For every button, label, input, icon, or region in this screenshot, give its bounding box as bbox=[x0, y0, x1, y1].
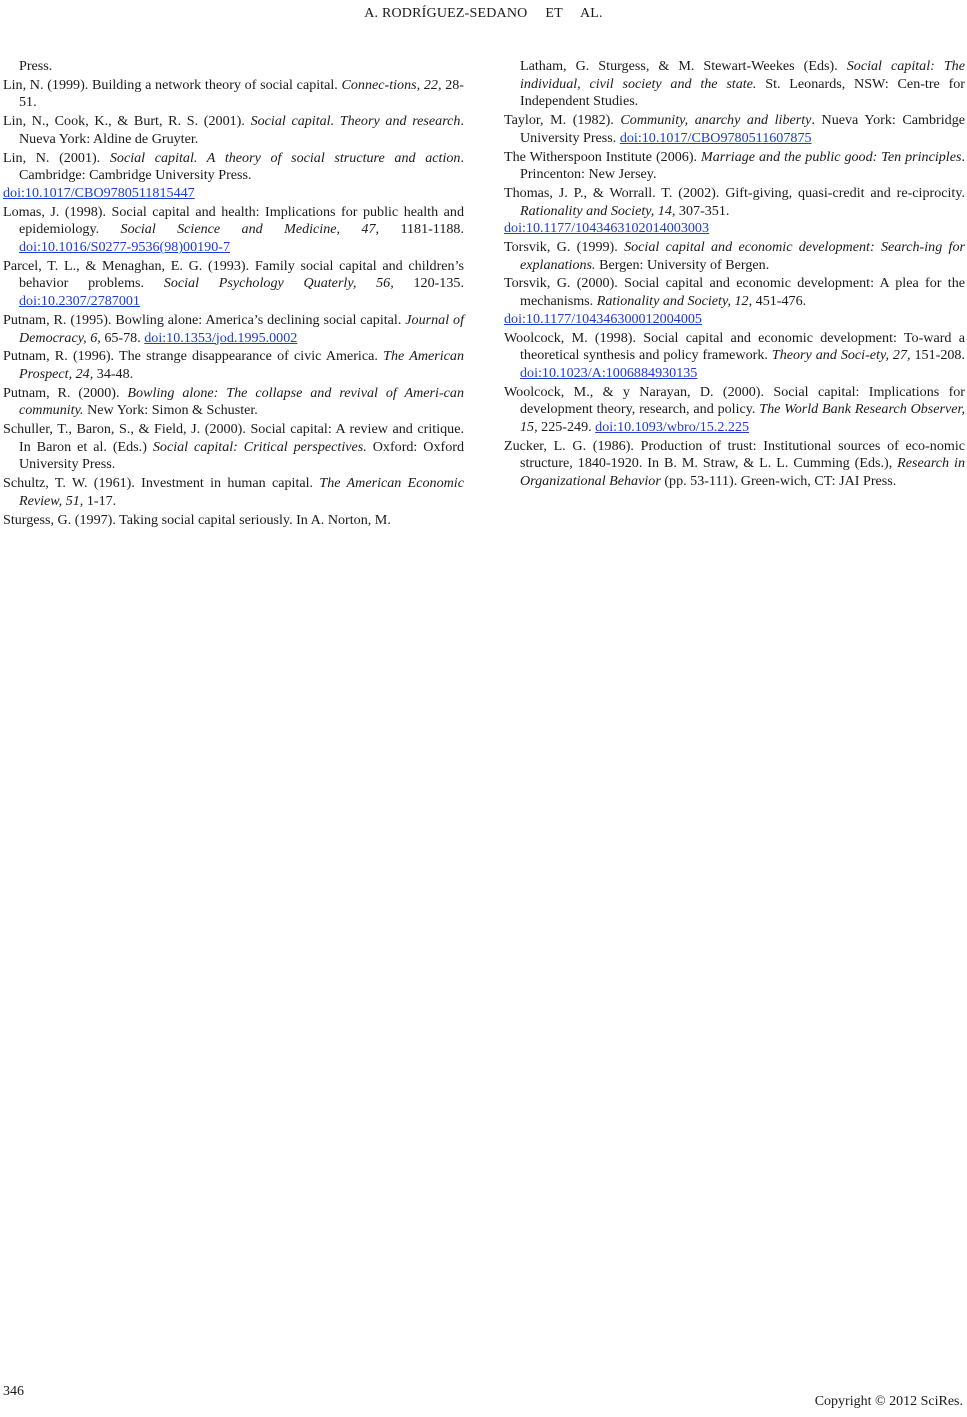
doi-link[interactable]: doi:10.1177/104346310201400300​3 bbox=[504, 220, 710, 237]
reference-entry bbox=[3, 58, 464, 76]
reference-source-title: The American Prospect, 24, bbox=[19, 348, 465, 382]
reference-text: 1181-1188. bbox=[379, 221, 464, 238]
reference-text: Lin, N. (2001). bbox=[3, 149, 110, 166]
reference-source-title: Social Psychology Quaterly, 56, bbox=[163, 275, 394, 292]
reference-source-title: Bowling alone: The collapse and revival of Ameri-can community. bbox=[19, 384, 464, 419]
reference-entry bbox=[3, 512, 464, 530]
reference-entry bbox=[3, 348, 464, 383]
reference-entry bbox=[3, 150, 464, 203]
reference-text: 151-208. bbox=[910, 347, 965, 364]
reference-text: Parcel, T. L., & Menaghan, E. G. (1993). Family social capital and children’s behavior problems. bbox=[3, 257, 464, 292]
reference-text: . Princenton: New Jersey. bbox=[520, 148, 965, 183]
reference-text: Lin, N., Cook, K., & Burt, R. S. (2001). bbox=[3, 113, 251, 130]
reference-text: Lin, N. (1999). Building a network theory of social capital. bbox=[3, 76, 342, 93]
reference-text: Schuller, T., Baron, S., & Field, J. (2000). Social capital: A review and critique. In Baron et al. (Eds.) bbox=[3, 421, 464, 455]
reference-source-title: Research in Organizational Behavior bbox=[520, 455, 965, 490]
reference-text: Torsvik, G. (1999). bbox=[504, 239, 625, 256]
reference-text: Press. bbox=[19, 58, 53, 74]
reference-text: Putnam, R. (1995). Bowling alone: America’s declining social capital. bbox=[3, 311, 406, 328]
reference-text: Latham, G. Sturgess, & M. Stewart-Weekes (Eds). bbox=[520, 58, 847, 74]
reference-text: Woolcock, M., & y Narayan, D. (2000). Social capital: Implications for development theory, research, and policy. bbox=[504, 383, 965, 418]
reference-source-title: Theory and Soci-ety, 27, bbox=[771, 347, 911, 364]
reference-text: 120-135. bbox=[393, 275, 464, 292]
doi-line bbox=[3, 184, 464, 203]
reference-text: Putnam, R. (2000). bbox=[3, 384, 128, 401]
reference-text: 451-476. bbox=[752, 293, 807, 310]
reference-source-title: Social capital. Theory and research bbox=[250, 113, 461, 130]
reference-source-title: Social capital: Critical perspectives. bbox=[152, 438, 367, 455]
reference-text: Bergen: University of Bergen. bbox=[595, 256, 770, 273]
reference-source-title: Social capital: The individual, civil society and the state. bbox=[520, 58, 965, 92]
reference-text: 34-48. bbox=[93, 365, 134, 382]
reference-text: . Nueva York: Aldine de Gruyter. bbox=[19, 113, 464, 147]
doi-link[interactable]: doi:10.1017/CBO9780511815447 bbox=[3, 184, 195, 201]
doi-link[interactable]: doi:10.2307/2787001 bbox=[19, 293, 140, 310]
reference-text: Thomas, J. P., & Worrall. T. (2002). Gift-giving, quasi-credit and re-ciprocity. bbox=[504, 184, 965, 201]
reference-text: Taylor, M. (1982). bbox=[504, 112, 621, 129]
references-right-column bbox=[504, 58, 965, 492]
reference-entry bbox=[504, 149, 965, 184]
reference-entry bbox=[504, 112, 965, 147]
reference-source-title: Rationality and Society, 12, bbox=[596, 293, 753, 310]
reference-text: Lomas, J. (1998). Social capital and health: Implications for public health and epidemiology. bbox=[3, 203, 464, 238]
reference-text: Sturgess, G. (1997). Taking social capital seriously. In A. Norton, M. bbox=[3, 511, 391, 528]
doi-link[interactable]: doi:10.1177/104346300012004005 bbox=[504, 310, 702, 327]
reference-source-title: The World Bank Research Observer, 15, bbox=[520, 401, 965, 436]
reference-source-title: Social Science and Medicine, 47, bbox=[120, 221, 380, 238]
reference-entry bbox=[3, 77, 464, 112]
reference-text: Torsvik, G. (2000). Social capital and economic development: A plea for the mechanisms. bbox=[504, 275, 965, 310]
reference-text: 65-78. bbox=[100, 329, 145, 346]
page-number: 346 bbox=[3, 1384, 24, 1399]
reference-text: 1-17. bbox=[83, 492, 117, 509]
reference-source-title: Social capital and economic development: Search-ing for explanations. bbox=[520, 239, 965, 273]
reference-entry bbox=[3, 385, 464, 420]
references-left-column bbox=[3, 58, 464, 530]
reference-entry bbox=[504, 330, 965, 383]
reference-entry bbox=[504, 185, 965, 238]
reference-text: Putnam, R. (1996). The strange disappearance of civic America. bbox=[3, 348, 384, 365]
reference-text: St. Leonards, NSW: Cen-tre for Independent Studies. bbox=[520, 75, 966, 110]
reference-entry bbox=[504, 239, 965, 274]
reference-text: Schultz, T. W. (1961). Investment in human capital. bbox=[3, 475, 320, 492]
doi-line bbox=[504, 310, 965, 329]
reference-source-title: Marriage and the public good: Ten principles bbox=[701, 148, 962, 165]
running-header: A. RODRÍGUEZ-SEDANO ET AL. bbox=[364, 6, 603, 21]
reference-text: 225-249. bbox=[537, 419, 596, 436]
doi-link[interactable]: doi:10.1093/wbro/15.2.225 bbox=[595, 419, 750, 436]
reference-source-title: Community, anarchy and liberty bbox=[620, 112, 812, 129]
reference-source-title: Connec-tions, 22, bbox=[341, 76, 442, 93]
reference-text: Zucker, L. G. (1986). Production of trust: Institutional sources of eco-nomic structure, 1840-1920. In B. M. Straw, & L. L. Cumming (Eds.), bbox=[504, 437, 965, 472]
copyright-notice: Copyright © 2012 SciRes. bbox=[814, 1394, 963, 1409]
reference-text: (pp. 53-111). Green-wich, CT: JAI Press. bbox=[660, 473, 897, 490]
reference-text: 307-351. bbox=[675, 202, 730, 219]
reference-text: New York: Simon & Schuster. bbox=[83, 402, 258, 419]
reference-source-title: The American Economic Review, 51, bbox=[19, 475, 464, 509]
doi-link[interactable]: doi:10.1016/S0277-9536(98)00190-7 bbox=[19, 239, 231, 256]
doi-link[interactable]: doi:10.1353/jod.1995.0002 bbox=[144, 329, 298, 346]
reference-entry bbox=[3, 258, 464, 311]
doi-link[interactable]: doi:10.1017/CBO9780511607875 bbox=[619, 129, 812, 146]
reference-text: . Nueva York: Cambridge University Press. bbox=[520, 112, 966, 146]
reference-entry bbox=[504, 275, 965, 328]
doi-link[interactable]: doi:10.1023/A:1006884930135 bbox=[520, 364, 698, 381]
doi-line bbox=[504, 220, 965, 238]
reference-text: 28-51. bbox=[19, 76, 464, 111]
reference-entry bbox=[3, 204, 464, 257]
reference-entry bbox=[504, 438, 965, 491]
reference-text: The Witherspoon Institute (2006). bbox=[504, 148, 702, 165]
reference-entry bbox=[3, 421, 464, 474]
reference-entry bbox=[3, 113, 464, 148]
reference-text: Woolcock, M. (1998). Social capital and economic development: To-ward a theoretical synthesis and policy framework. bbox=[504, 329, 965, 364]
reference-text: . Cambridge: Cambridge University Press. bbox=[19, 149, 464, 184]
reference-entry bbox=[504, 384, 965, 437]
reference-entry bbox=[3, 312, 464, 347]
reference-entry bbox=[3, 475, 464, 510]
reference-source-title: Rationality and Society, 14, bbox=[520, 202, 676, 219]
reference-source-title: Journal of Democracy, 6, bbox=[19, 311, 464, 346]
reference-entry bbox=[504, 58, 965, 111]
reference-text: Oxford: Oxford University Press. bbox=[19, 438, 465, 473]
reference-source-title: Social capital. A theory of social structure and action bbox=[109, 149, 461, 166]
